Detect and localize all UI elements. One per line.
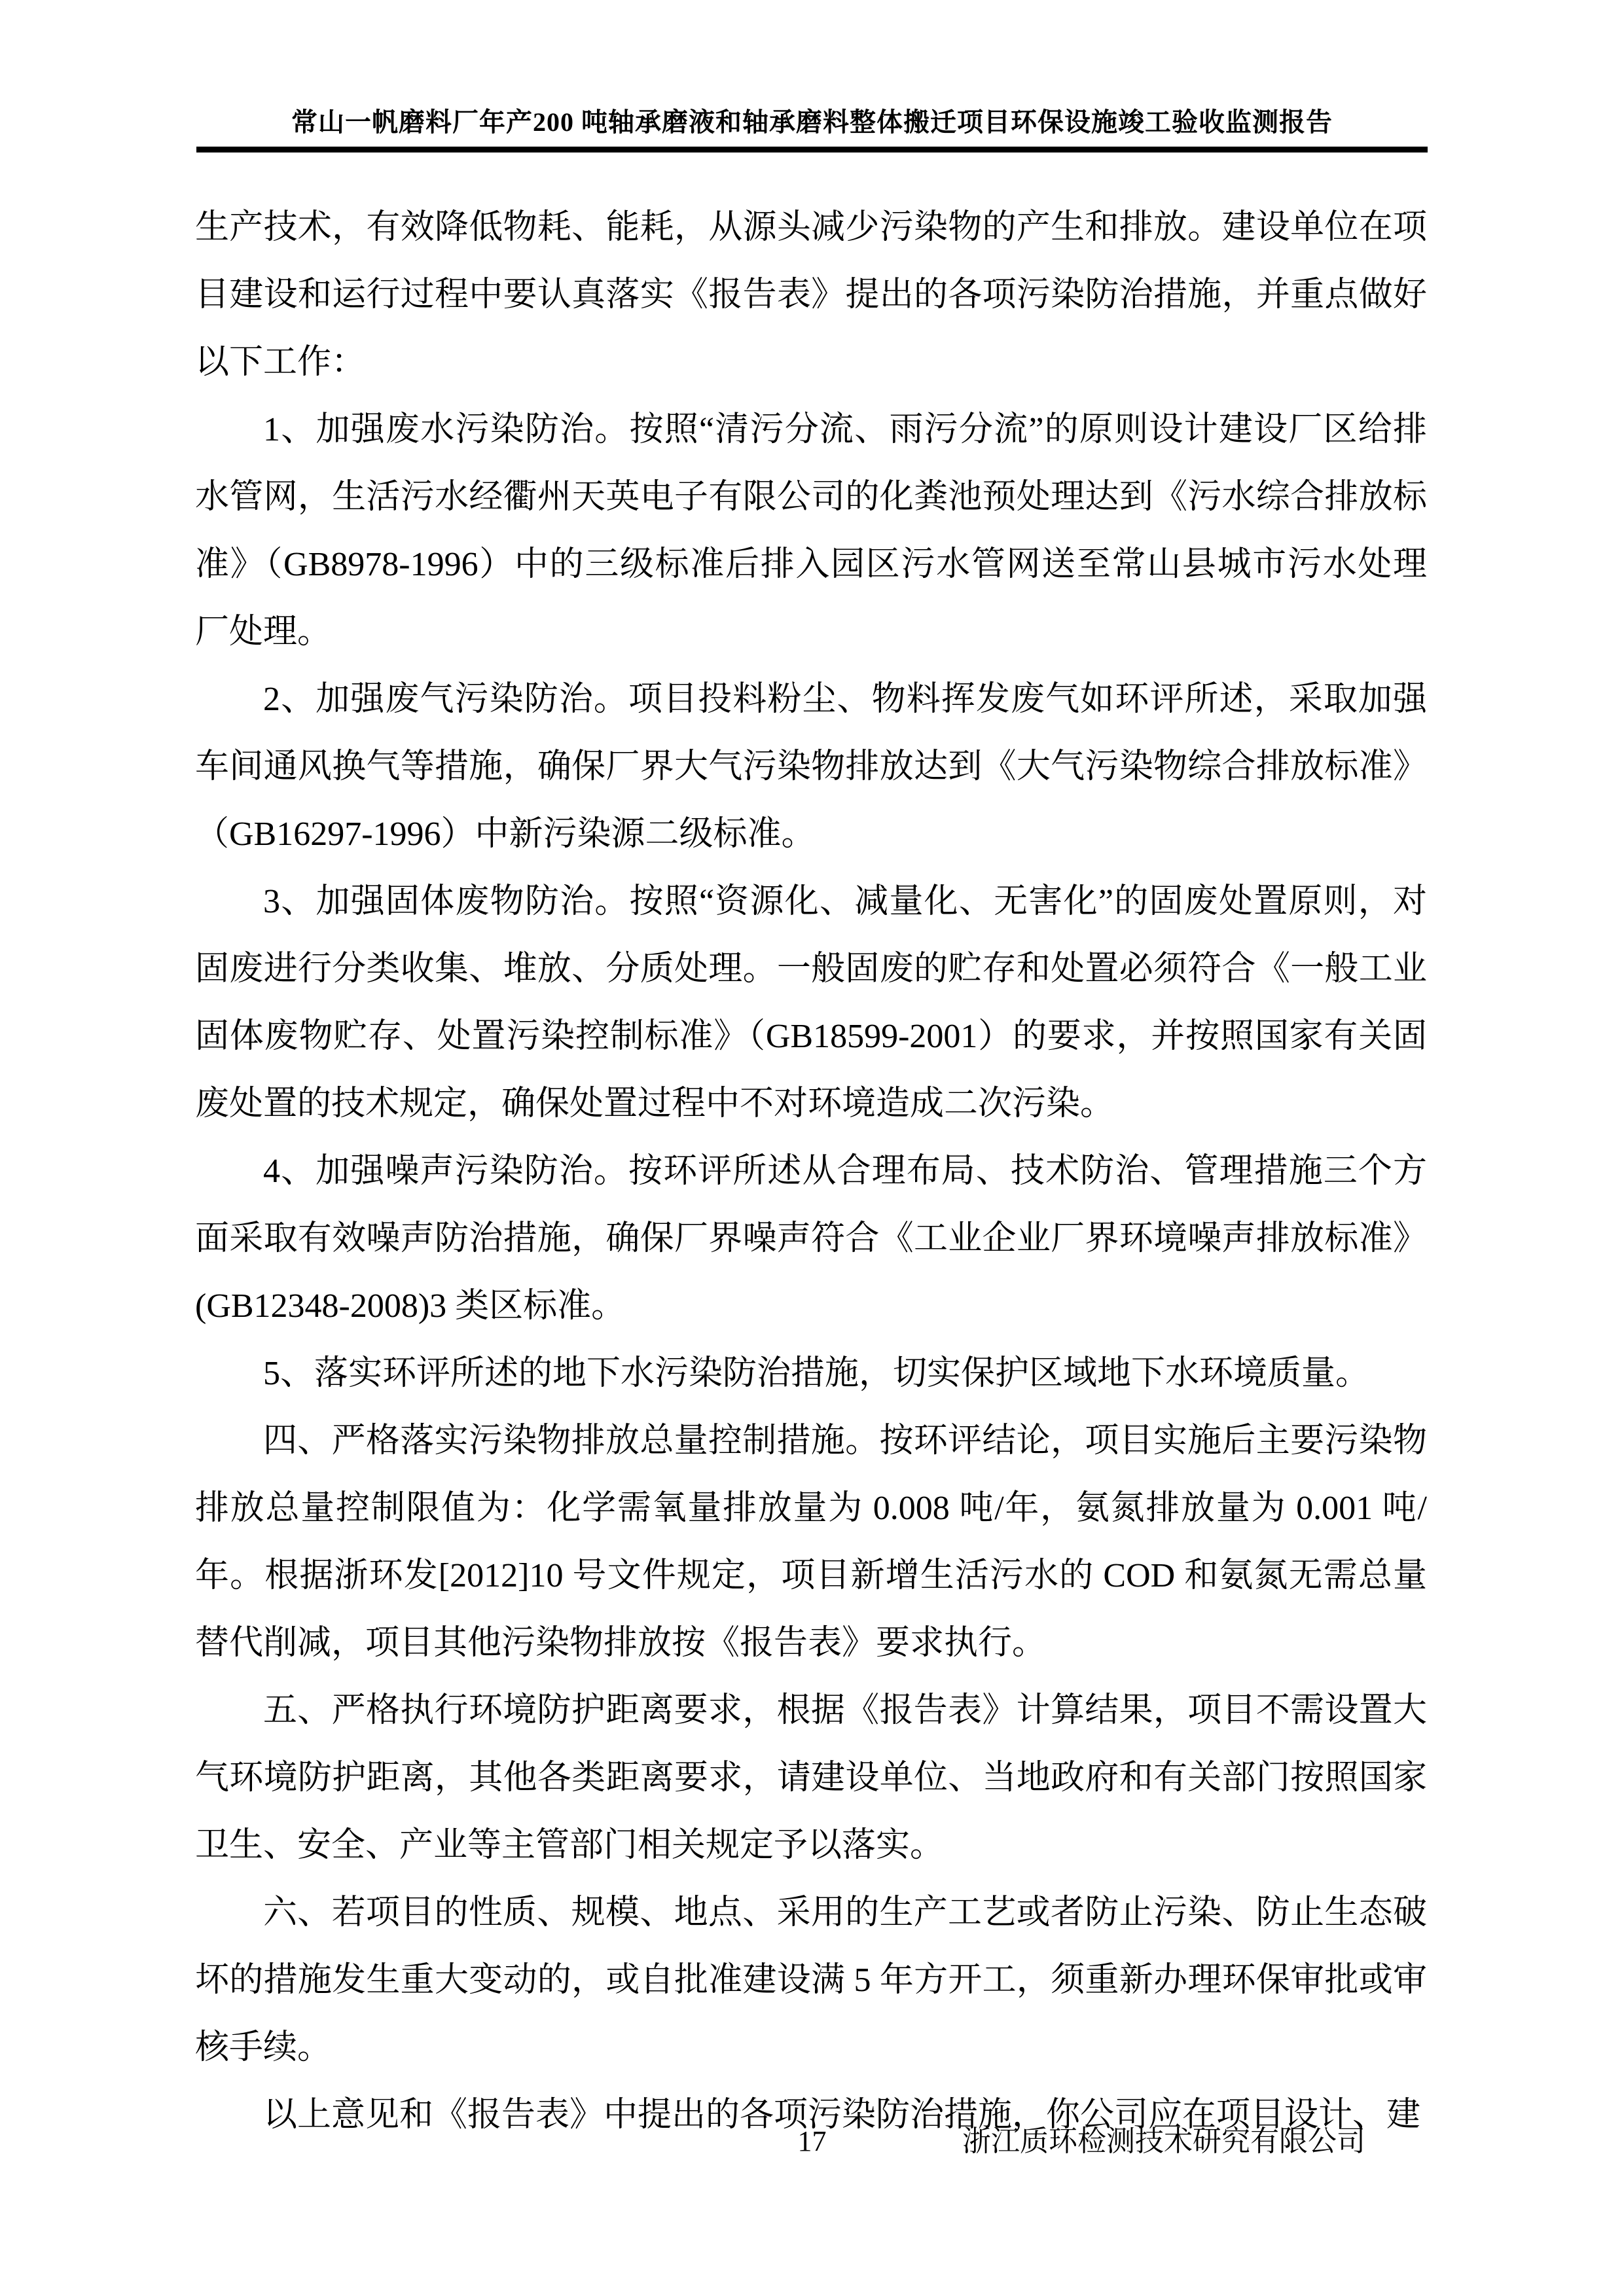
paragraph-item-2-waste-gas: 2、加强废气污染防治。项目投料粉尘、物料挥发废气如环评所述，采取加强车间通风换气等措施，确保厂界大气污染物排放达到《大气污染物综合排放标准》（GB16297-1996）中新污染源二级标准。 <box>195 681 1427 853</box>
document-body <box>195 194 1427 2149</box>
paragraph-section-5-protection-distance: 五、严格执行环境防护距离要求，根据《报告表》计算结果，项目不需设置大气环境防护距离，其他各类距离要求，请建设单位、当地政府和有关部门按照国家卫生、安全、产业等主管部门相关规定予以落实。 <box>195 1692 1427 1864</box>
paragraph-item-5-groundwater: 5、落实环评所述的地下水污染防治措施，切实保护区域地下水环境质量。 <box>263 1355 1370 1392</box>
header-rule <box>196 147 1428 152</box>
page-footer <box>196 2123 1428 2165</box>
paragraph-item-4-noise: 4、加强噪声污染防治。按环评所述从合理布局、技术防治、管理措施三个方面采取有效噪声防治措施，确保厂界噪声符合《工业企业厂界环境噪声排放标准》(GB12348-2008)3 类区标准。 <box>195 1153 1427 1325</box>
footer-company-name: 浙江质环检测技术研究有限公司 <box>962 2125 1365 2157</box>
header-title: 常山一帆磨料厂年产200 吨轴承磨液和轴承磨料整体搬迁项目环保设施竣工验收监测报告 <box>291 107 1333 137</box>
page-header <box>196 105 1428 152</box>
paragraph-continuation: 生产技术，有效降低物耗、能耗，从源头减少污染物的产生和排放。建设单位在项目建设和运行过程中要认真落实《报告表》提出的各项污染防治措施，并重点做好以下工作： <box>195 209 1427 381</box>
paragraph-item-3-solid-waste: 3、加强固体废物防治。按照“资源化、减量化、无害化”的固废处置原则，对固废进行分类收集、堆放、分质处理。一般固废的贮存和处置必须符合《一般工业固体废物贮存、处置污染控制标准》（GB18599-2001）的要求，并按照国家有关固废处置的技术规定，确保处置过程中不对环境造成二次污染。 <box>195 883 1427 1122</box>
paragraph-item-1-wastewater: 1、加强废水污染防治。按照“清污分流、雨污分流”的原则设计建设厂区给排水管网，生活污水经衢州天英电子有限公司的化粪池预处理达到《污水综合排放标准》（GB8978-1996）中的三级标准后排入园区污水管网送至常山县城市污水处理厂处理。 <box>195 411 1427 651</box>
paragraph-closing: 以上意见和《报告表》中提出的各项污染防治措施，你公司应在项目设计、建 <box>263 2096 1421 2134</box>
paragraph-section-4-total-emission-control: 四、严格落实污染物排放总量控制措施。按环评结论，项目实施后主要污染物排放总量控制限值为：化学需氧量排放量为 0.008 吨/年，氨氮排放量为 0.001 吨/年。根据浙环发[2012]10 号文件规定，项目新增生活污水的 COD 和氨氮无需总量替代削减，项目其他污染物排放按《报告表》要求执行。 <box>195 1422 1427 1662</box>
paragraph-section-6-major-changes: 六、若项目的性质、规模、地点、采用的生产工艺或者防止污染、防止生态破坏的措施发生重大变动的，或自批准建设满 5 年方开工，须重新办理环保审批或审核手续。 <box>195 1894 1427 2066</box>
page-number: 17 <box>797 2125 827 2157</box>
